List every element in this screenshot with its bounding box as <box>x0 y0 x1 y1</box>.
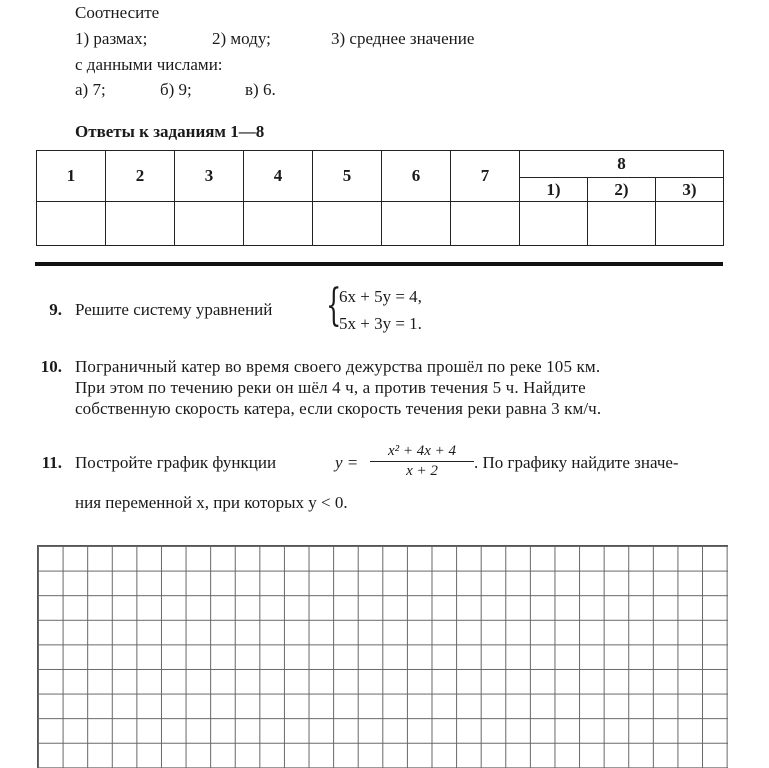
task-10-number: 10. <box>40 357 62 376</box>
task-11-fraction <box>370 443 474 480</box>
task-9-number: 9. <box>49 300 62 319</box>
task-11-y-equals: y = <box>335 453 359 472</box>
option-3: 3) среднее значение <box>331 29 475 48</box>
value-c: в) 6. <box>245 80 276 99</box>
task-11-number: 11. <box>41 453 62 472</box>
answer-col-header-5: 5 <box>313 151 382 202</box>
task-9-text: Решите систему уравнений <box>75 300 273 319</box>
answer-subcol-header-2: 2) <box>588 178 656 202</box>
option-1: 1) размах; <box>75 29 148 48</box>
answer-cell-4[interactable] <box>244 202 313 246</box>
answer-cell-7[interactable] <box>451 202 520 246</box>
answer-col-header-6: 6 <box>382 151 451 202</box>
task-10-line-3: собственную скорость катера, если скорость течения реки равна 3 км/ч. <box>75 399 602 418</box>
answer-cell-2[interactable] <box>106 202 175 246</box>
answer-cell-1[interactable] <box>37 202 106 246</box>
intro-line-1: Соотнесите <box>75 3 160 22</box>
fraction-numerator: x² + 4x + 4 <box>370 443 474 462</box>
answer-cell-3[interactable] <box>175 202 244 246</box>
answer-cell-5[interactable] <box>313 202 382 246</box>
task-9-equation-2: 5x + 3y = 1. <box>339 314 422 333</box>
answer-subcol-header-1: 1) <box>520 178 588 202</box>
task-9-equation-1: 6x + 5y = 4, <box>339 287 422 306</box>
answer-col-header-7: 7 <box>451 151 520 202</box>
answer-cell-8-2[interactable] <box>588 202 656 246</box>
answer-cell-6[interactable] <box>382 202 451 246</box>
graph-paper-grid[interactable] <box>37 545 728 768</box>
answers-heading: Ответы к заданиям 1—8 <box>75 122 265 141</box>
value-b: б) 9; <box>160 80 192 99</box>
answer-col-header-2: 2 <box>106 151 175 202</box>
answer-col-header-3: 3 <box>175 151 244 202</box>
answer-cell-8-1[interactable] <box>520 202 588 246</box>
answers-table <box>36 150 724 246</box>
answer-col-header-8: 8 <box>520 151 724 178</box>
section-divider <box>35 262 723 266</box>
answer-col-header-4: 4 <box>244 151 313 202</box>
option-2: 2) моду; <box>212 29 271 48</box>
intro-line-3: с данными числами: <box>75 55 223 74</box>
fraction-denominator: x + 2 <box>406 463 438 479</box>
answer-cell-8-3[interactable] <box>656 202 724 246</box>
task-10-line-2: При этом по течению реки он шёл 4 ч, а против течения 5 ч. Найдите <box>75 378 586 397</box>
value-a: а) 7; <box>75 80 106 99</box>
task-11-text-after: . По графику найдите значе- <box>474 453 679 472</box>
task-10-line-1: Пограничный катер во время своего дежурства прошёл по реке 105 км. <box>75 357 601 376</box>
answer-subcol-header-3: 3) <box>656 178 724 202</box>
system-brace: { <box>326 280 342 331</box>
task-11-line-2: ния переменной x, при которых y < 0. <box>75 493 348 512</box>
task-11-text: Постройте график функции <box>75 453 277 472</box>
answer-col-header-1: 1 <box>37 151 106 202</box>
